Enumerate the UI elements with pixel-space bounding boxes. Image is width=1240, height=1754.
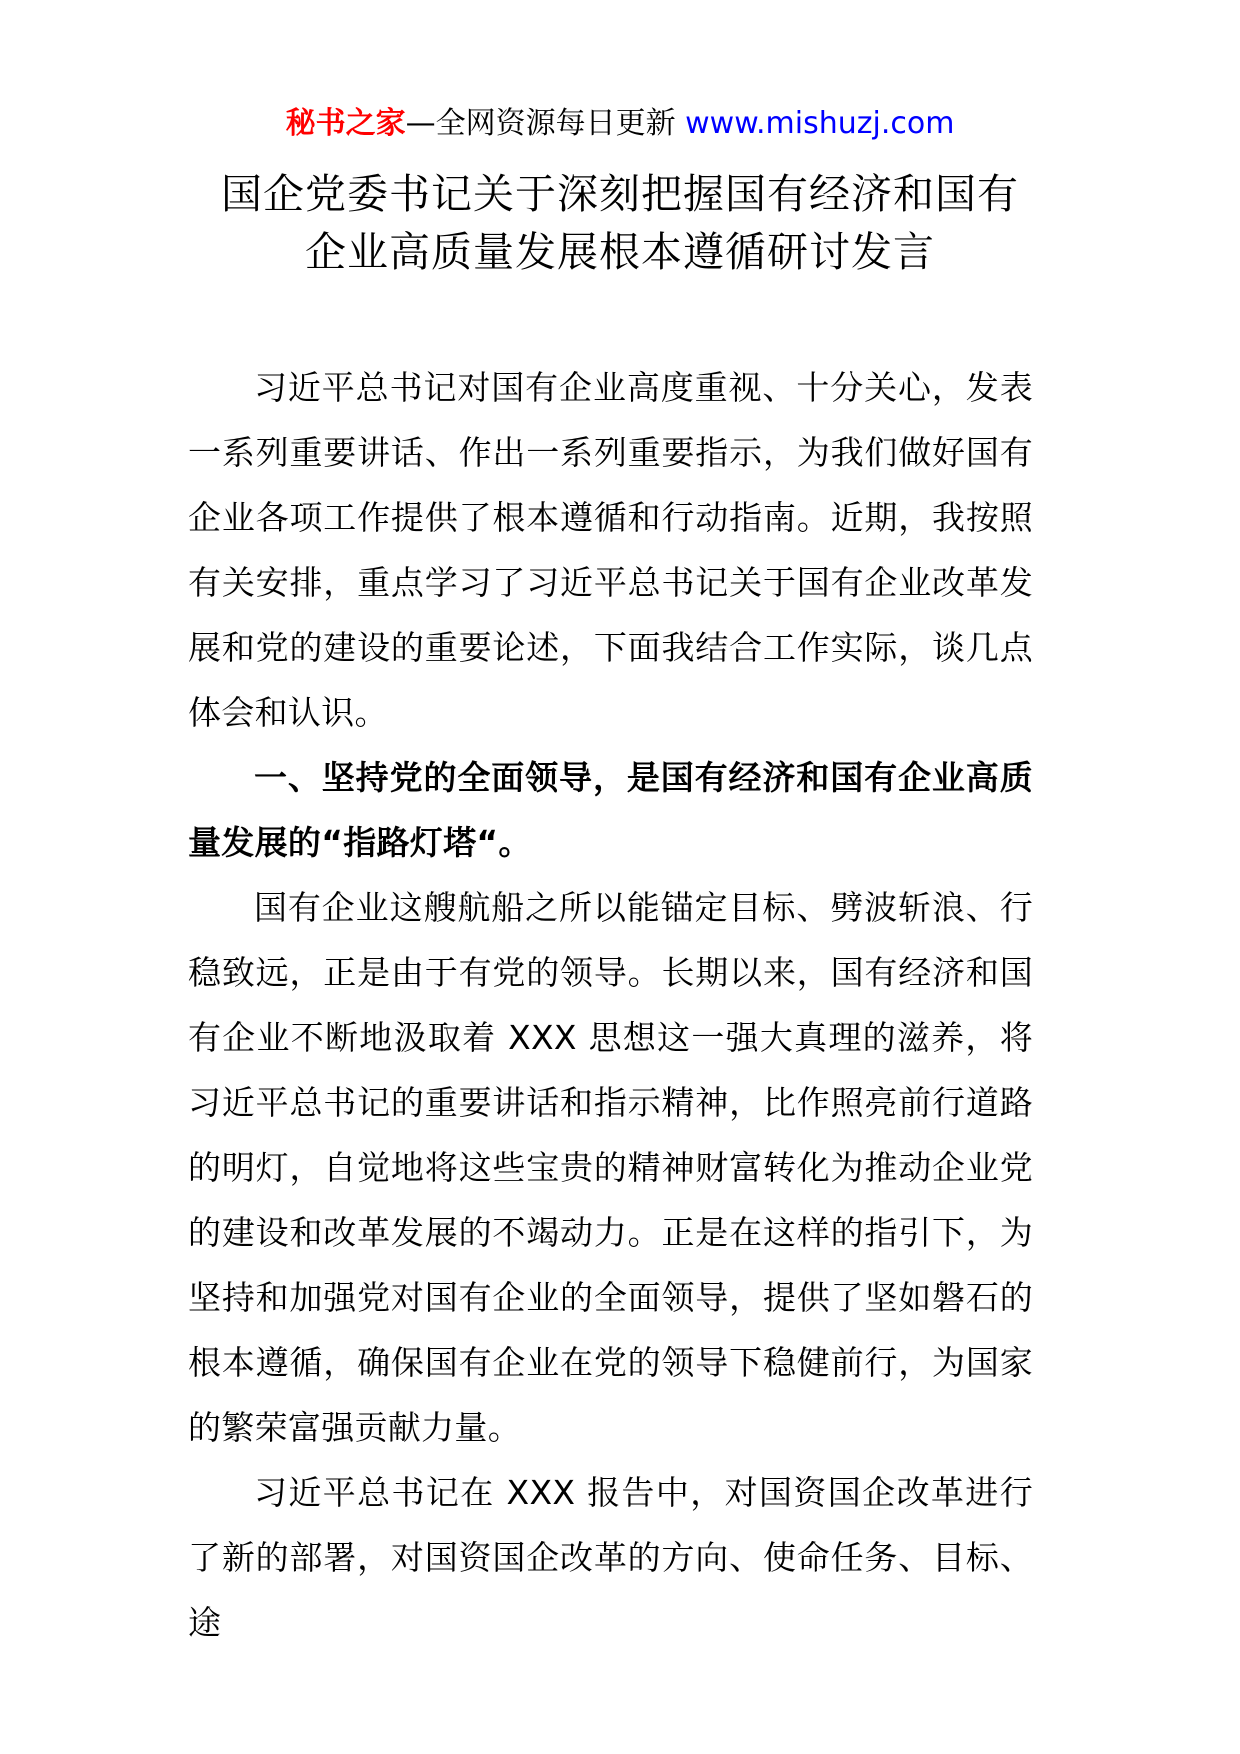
site-header [0,104,1240,144]
document-body [188,355,1033,1655]
paragraph-report: 习近平总书记在 XXX 报告中，对国资国企改革进行了新的部署，对国资国企改革的方向、使命任务、目标、途 [188,1473,1033,1642]
paragraph-section-1: 国有企业这艘航船之所以能锚定目标、劈波斩浪、行稳致远，正是由于有党的领导。长期以来，国有经济和国有企业不断地汲取着 XXX 思想这一强大真理的滋养，将习近平总书记的重要讲话和指示精神，比作照亮前行道路的明灯，自觉地将这些宝贵的精神财富转化为推动企业党的建设和改革发展的不竭动力。正是在这样的指引下，为坚持和加强党对国有企业的全面领导，提供了坚如磐石的根本遵循，确保国有企业在党的领导下稳健前行，为国家的繁荣富强贡献力量。 [188,888,1033,1447]
site-url-link[interactable]: www.mishuzj.com [685,106,955,141]
document-title [150,165,1090,281]
brand-name: 秘书之家 [285,106,406,141]
header-tagline: —全网资源每日更新 [405,106,676,141]
title-line-1: 国企党委书记关于深刻把握国有经济和国有 [221,170,1019,218]
paragraph-intro: 习近平总书记对国有企业高度重视、十分关心，发表一系列重要讲话、作出一系列重要指示，为我们做好国有企业各项工作提供了根本遵循和行动指南。近期，我按照有关安排，重点学习了习近平总书记关于国有企业改革发展和党的建设的重要论述，下面我结合工作实际，谈几点体会和认识。 [188,368,1033,732]
title-line-2: 企业高质量发展根本遵循研讨发言 [305,228,935,276]
section-heading-1: 一、坚持党的全面领导，是国有经济和国有企业高质量发展的“指路灯塔“。 [188,758,1033,862]
